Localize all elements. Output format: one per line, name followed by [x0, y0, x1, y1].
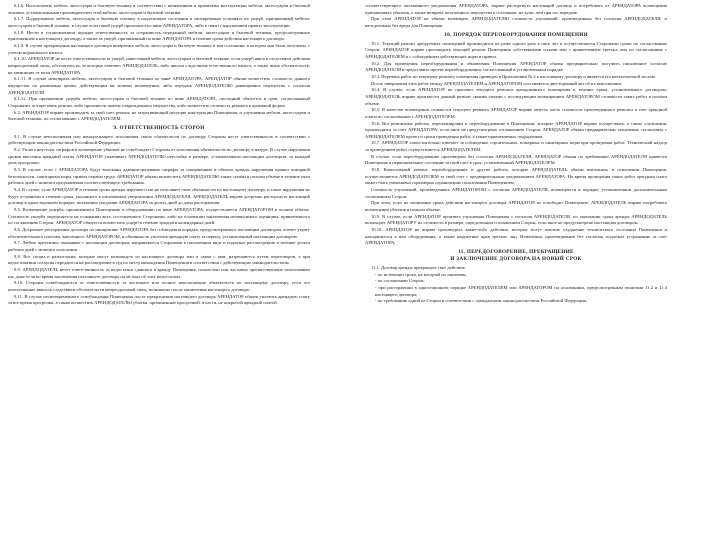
section-heading-10: 10. ПОРЯДОК ПЕРЕОБОРУДОВАНИЯ ПОМЕЩЕНИЯ: [444, 31, 588, 38]
clause-10-8: 10.8. Капитальный ремонт, переоборудование и другие работы, которые АРЕНДОДАТЕЛЬ обязан выполнить в отношении Помещения, осуществляются АРЕНДОДАТЕЛЕМ за свой счет с предварительным уведомлением АРЕНДАТОРА. На время проведения таких работ арендная плата может быть уменьшена соразмерно ограничению пользования Помещением.: [365, 167, 667, 186]
clause-10-8-note: Стоимость улучшений, произведенных АРЕНДАТОРОМ с согласия АРЕНДОДАТЕЛЯ, возмещается в порядке, установленном дополнительным соглашением Сторон.: [365, 187, 667, 199]
list-item: - при расторжении в одностороннем порядке АРЕНДОДАТЕЛЕМ или АРЕНДАТОРОМ по основаниям, предусмотренным пунктами 11.2 и 11.4 настоящего договора;: [375, 285, 667, 298]
clause-6-1-6: 6.1.6. Использовать мебель, аксессуары и бытовую технику в соответствии с назначением и правилами эксплуатации мебели, аксессуаров и бытовой техники, установленными производителем этой мебели, аксессуаров и бытовой техники.: [8, 3, 310, 15]
clause-10-6: 10.6. Все ремонтные работы, перепланировка и переоборудование в Помещении, которые АРЕНДАТОР вправе осуществить, а также улучшения, производятся за счет АРЕНДАТОРА, если иное не предусмотрено соглашением Сторон. АРЕНДАТОР обязан предварительно письменно согласовать с АРЕНДОДАТЕЛЕМ проект и сроки проведения работ, а также привлекаемых подрядчиков.: [365, 120, 667, 139]
clause-10-9: 10.9. В случае, если АРЕНДАТОР произвел улучшения Помещения с согласия АРЕНДОДАТЕЛЯ, по окончании срока аренды АРЕНДОДАТЕЛЬ возмещает АРЕНДАТОРУ их стоимость в размере, определенном соглашением Сторон, если иное не предусмотрено настоящим договором.: [365, 213, 667, 226]
clause-9-7: 9.7. Любые претензии, связанные с настоящим договором, направляются Сторонами в письменном виде и подлежат рассмотрению в течение десяти рабочих дней с момента получения.: [8, 240, 310, 252]
clause-11-1: 11.1. Договор аренды прекращает свое действие:: [371, 264, 467, 270]
clause-10-1: 10.1. Текущий ремонт арендуемых помещений производится не реже одного раза в пять лет и осуществляется Сторонами сроки по согласованию Сторон. АРЕНДАТОР вправе производить текущий ремонт Помещения собственными силами или с привлечением третьих лиц по согласованию с АРЕНДОДАТЕЛЕМ и с соблюдением действующих норм и правил.: [365, 40, 667, 59]
section-heading-11: [365, 249, 667, 263]
clause-continuation: соответствующего письменного уведомления АРЕНДАТОРА, вправе расторгнуть настоящий договор и потребовать от АРЕНДАТОРА возмещения причиненных убытков, а также возврата полученного имущества в состоянии, не хуже, чем при его передаче.: [365, 3, 667, 15]
clause-9-11: 9.11. В случае несвоевременного освобождения Помещения после прекращения настоящего договора АРЕНДАТОР обязан уплатить арендную плату за все время просрочки, а также возместить АРЕНДОДАТЕЛЮ убытки, причиненные просрочкой, в части, не покрытой арендной платой.: [8, 293, 310, 306]
clause-9-10: 9.10. Стороны освобождаются от ответственности за частичное или полное неисполнение обязательств по настоящему договору, если это неисполнение явилось следствием обстоятельств непреодолимой силы, возникших после заключения настоящего договора.: [8, 280, 310, 292]
clause-continuation-2: При этом АРЕНДАТОР не обязан возмещать АРЕНДОДАТЕЛЮ стоимость улучшений, произведенных без согласия АРЕНДОДАТЕЛЯ, и неотделимых без вреда для Помещения.: [365, 16, 667, 28]
section-heading-9: 9. ОТВЕТСТВЕННОСТЬ СТОРОН: [113, 124, 205, 131]
clause-10-5: 10.5. В качестве возмещения стоимости текущего ремонта АРЕНДАТОР вправе зачесть часть стоимости произведенного ремонта в счет арендной платы по согласованию с АРЕНДОДАТЕЛЕМ.: [365, 107, 667, 119]
clause-10-3: 10.3. Перечень работ по текущему ремонту помещения приведен в Приложении № 2 к настоящему договору и является его неотъемлемой частью.: [371, 73, 657, 79]
clause-6-1-7: 6.1.7. Поддерживать мебель, аксессуары и бытовую технику в надлежащем состоянии и своевременно устранять их ущерб, причиненный мебели, аксессуарам и бытовой технике, в случае если такой ущерб произошел по вине АРЕНДАТОРА, либо в связи с нарушением правил эксплуатации.: [8, 16, 310, 28]
clause-10-3-act: После завершения этих работ между АРЕНДОДАТЕЛЕМ и АРЕНДАТОРОМ составляется двусторонний акт об их выполнении.: [371, 80, 623, 86]
clause-10-4: 10.4. В случае, если АРЕНДАТОР не произвел текущего ремонта арендованного помещения в течение срока, установленного договором, АРЕНДОДАТЕЛЬ вправе произвести данный ремонт своими силами с последующим возмещением АРЕНДАТОРОМ стоимости таких работ в полном объеме.: [365, 87, 667, 106]
clause-6-1-12: 6.1.12. При причинении ущерба мебели, аксессуарам и бытовой технике по вине АРЕНДАТОРА, последний обязуется в срок, согласованный Сторонами, осуществить ремонт, либо произвести замену поврежденного имущества, либо возместить стоимость ремонта в денежной форме.: [8, 96, 310, 108]
clause-10-10: 10.10. АРЕНДАТОР не вправе производить какие-либо действия, которые могут повлечь ухудшение технического состояния Помещения и находящегося в нем оборудования, а также нарушение прав третьих лиц. Изменения, произведенные без согласия, подлежат устранению за счет АРЕНДАТОРА.: [365, 227, 667, 246]
clause-9-4: 9.4. В случае, если АРЕНДАТОР в течение срока аренды нарушает или не исполняет свои обязанности по настоящему договору, и такие нарушения не будут устранены в течение срока, указанного в письменном уведомлении АРЕНДОДАТЕЛЯ, АРЕНДОДАТЕЛЬ вправе досрочно расторгнуть настоящий договор в одностороннем порядке, письменно уведомив АРЕНДАТОРА за десять дней до даты расторжения.: [8, 187, 310, 206]
clause-10-8-note-2: При этом, если по окончании срока действия настоящего договора АРЕНДАТОР не освободит Помещение, АРЕНДОДАТЕЛЬ вправе потребовать возмещения убытков в полном объеме.: [365, 200, 667, 213]
right-column: [365, 3, 667, 538]
clause-9-8: 9.8. Все споры и разногласия, которые могут возникнуть из настоящего договора или в связи с ним, разрешаются путем переговоров, а при недостижении согласия передаются на рассмотрение в суд по месту нахождения Помещения в соответствии с действующим законодательством.: [8, 253, 310, 266]
section-heading-11-line1: 11. ПЕРЕДОГОВОРЕНИЕ, ПРЕКРАЩЕНИЕ: [458, 248, 574, 255]
termination-list: [365, 272, 667, 305]
clause-6-1-10: 6.1.10. АРЕНДАТОР не несет ответственности за ущерб, нанесенный мебели, аксессуарам и бытовой технике, если ущерб явился следствием действия непреодолимой силы, обстоятельств, за которые отвечает АРЕНДОДАТЕЛЬ, либо явился следствием естественного износа, а также иных обстоятельств, не зависящих от воли АРЕНДАТОРА.: [8, 56, 310, 75]
clause-6-2: 6.2. АРЕНДАТОР вправе производить за свой счет ремонт, не затрагивающий несущие конструкции Помещения, и улучшения мебели, аксессуаров и бытовой техники, по согласованию с АРЕНДОДАТЕЛЕМ.: [8, 109, 310, 122]
clause-6-1-11: 6.1.11. В случае невозврата мебели, аксессуаров и бытовой техники по вине АРЕНДАТОРА, АРЕНДАТОР обязан возместить стоимость данного имущества по рыночным ценам, действующим на момент возмещения, либо передать АРЕНДОДАТЕЛЮ равноценное имущество с согласия АРЕНДОДАТЕЛЯ.: [8, 76, 310, 95]
clause-9-6: 9.6. Досрочное расторжение договора по инициативе АРЕНДАТОРА без соблюдения порядка, предусмотренного настоящим договором, влечет утрату обеспечительного платежа, внесенного АРЕНДАТОРОМ, и обязанность уплатить арендную плату за период, установленный настоящим договором.: [8, 227, 310, 239]
list-item: - по истечении срока, на который он заключен;: [375, 272, 667, 279]
clause-10-7: 10.7. АРЕНДАТОР самостоятельно отвечает за соблюдение строительных, пожарных и санитарных норм при проведении работ. Технический надзор за проведением работ осуществляется АРЕНДОДАТЕЛЕМ.: [365, 140, 667, 153]
clause-6-1-8: 6.1.8. Нести в установленном порядке ответственность за сохранность переданной мебели, аксессуаров и бытовой техники, предусмотренных приложением к настоящему договору, а также за ущерб, причиненный по вине АРЕНДАТОРА в течение срока действия настоящего договора.: [8, 29, 310, 42]
clause-6-1-9: 6.1.9. В случае прекращения настоящего договора возвратить мебель, аксессуары и бытовую технику в том состоянии, в котором они были получены, с учетом нормального износа.: [8, 42, 310, 55]
clause-9-2: 9.2. Уплата неустоек, штрафов и возмещение убытков не освобождает Стороны от исполнения обязательств по договору в натуре. В случае нарушения сроков внесения арендной платы АРЕНДАТОР уплачивает АРЕНДОДАТЕЛЮ неустойку в размере, установленном настоящим договором, за каждый день просрочки.: [8, 147, 310, 166]
clause-9-1: 9.1. В случае неисполнения или ненадлежащего исполнения своих обязательств по договору Стороны несут ответственность в соответствии с действующим законодательством Российской Федерации.: [8, 133, 310, 146]
left-column: [8, 3, 310, 538]
clause-9-3: 9.3. В случае, если с АРЕНДАТОРА будут взысканы административные штрафы за совершенные в объекте аренды нарушения правил пожарной безопасности, санитарных норм, правил охраны труда, АРЕНДАТОР обязан возместить АРЕНДОДАТЕЛЮ такие суммы в полном объеме в течение пяти рабочих дней с момента предъявления соответствующего требования.: [8, 167, 310, 186]
list-item: - по требованию одной из Сторон в соответствии с гражданским законодательством Российской Федерации.: [375, 298, 667, 305]
list-item: - по соглашению Сторон;: [375, 278, 667, 285]
clause-10-7-note: В случае, если переоборудование произведено без согласия АРЕНДОДАТЕЛЯ, АРЕНДАТОР обязан по требованию АРЕНДОДАТЕЛЯ привести Помещение в первоначальное состояние за свой счет в срок, установленный АРЕНДОДАТЕЛЕМ.: [365, 153, 667, 166]
clause-9-5: 9.5. Возмещение ущерба, причиненного Помещению и оборудованию по вине АРЕНДАТОРА, осуществляется АРЕНДАТОРОМ в полном объеме. Стоимость ущерба определяется на основании акта, составленного Сторонами, либо на основании заключения независимого оценщика, привлеченного по соглашению Сторон. АРЕНДАТОР обязуется возместить ущерб в течение тридцати календарных дней.: [8, 207, 310, 226]
clause-10-2: 10.2. Для проведения переоборудования и обновления Помещения АРЕНДАТОР обязан предварительно получить письменное согласие АРЕНДОДАТЕЛЯ и представить проект переоборудования, согласованный в установленном порядке.: [365, 60, 667, 73]
section-heading-11-line2: И ЗАКЛЮЧЕНИЕ ДОГОВОРА НА НОВЫЙ СРОК: [450, 255, 582, 262]
clause-9-9: 9.9. АРЕНДОДАТЕЛЬ несет ответственность за недостатки сданного в аренду Помещения, полностью или частично препятствующие пользованию им, даже если во время заключения настоящего договора он не знал об этих недостатках.: [8, 266, 310, 279]
